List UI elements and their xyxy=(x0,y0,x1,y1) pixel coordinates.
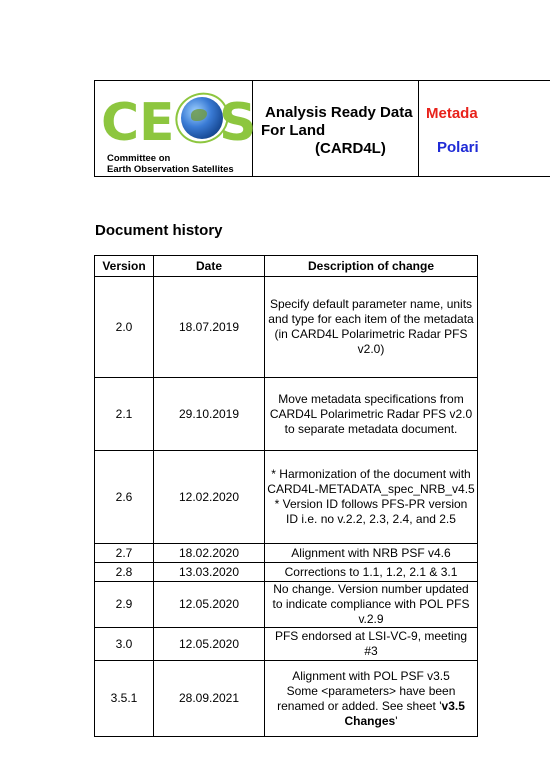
header-title xyxy=(253,81,419,176)
title-line-3: (CARD4L) xyxy=(315,140,386,157)
logo-caption: Committee on Earth Observation Satellites xyxy=(107,153,234,175)
table-row xyxy=(95,582,478,628)
column-header-version: Version xyxy=(95,256,154,277)
description-cell: Alignment with NRB PSF v4.6 xyxy=(265,544,478,563)
subtitle-red: Metada xyxy=(426,105,478,122)
description-cell: PFS endorsed at LSI-VC-9, meeting #3 xyxy=(265,628,478,661)
version-cell: 3.0 xyxy=(95,628,154,661)
description-cell: No change. Version number updated to indicate compliance with POL PFS v.2.9 xyxy=(265,582,478,628)
ceos-logo xyxy=(95,81,257,176)
document-header xyxy=(94,80,550,177)
version-cell: 2.7 xyxy=(95,544,154,563)
description-cell: * Harmonization of the document with CARD4L-METADATA_spec_NRB_v4.5 * Version ID follows PFS-PR version ID i.e. no v.2.2, 2.3, 2.4, and 2.5 xyxy=(265,451,478,544)
table-row xyxy=(95,563,478,582)
title-line-1: Analysis Ready Data xyxy=(265,104,413,121)
section-title: Document history xyxy=(95,222,223,239)
column-header-description: Description of change xyxy=(265,256,478,277)
header-subtitle xyxy=(419,81,550,176)
table-row xyxy=(95,451,478,544)
description-cell: Alignment with POL PSF v3.5 Some <parameters> have been renamed or added. See sheet 'v3.5 Changes' xyxy=(265,661,478,737)
subtitle-blue: Polari xyxy=(437,139,479,156)
date-cell: 29.10.2019 xyxy=(154,378,265,451)
table-header-row xyxy=(95,256,478,277)
version-cell: 2.1 xyxy=(95,378,154,451)
description-cell: Corrections to 1.1, 1.2, 2.1 & 3.1 xyxy=(265,563,478,582)
document-history-table xyxy=(94,255,478,737)
version-cell: 3.5.1 xyxy=(95,661,154,737)
date-cell: 13.03.2020 xyxy=(154,563,265,582)
table-row xyxy=(95,277,478,378)
date-cell: 12.02.2020 xyxy=(154,451,265,544)
version-cell: 2.6 xyxy=(95,451,154,544)
date-cell: 12.05.2020 xyxy=(154,628,265,661)
date-cell: 28.09.2021 xyxy=(154,661,265,737)
ceos-logo-wordmark: C E S xyxy=(101,93,251,153)
version-cell: 2.0 xyxy=(95,277,154,378)
title-line-2: For Land xyxy=(261,122,326,139)
description-cell: Specify default parameter name, units and type for each item of the metadata (in CARD4L Polarimetric Radar PFS v2.0) xyxy=(265,277,478,378)
column-header-date: Date xyxy=(154,256,265,277)
description-cell: Move metadata specifications from CARD4L Polarimetric Radar PFS v2.0 to separate metadata document. xyxy=(265,378,478,451)
table-row xyxy=(95,628,478,661)
version-cell: 2.8 xyxy=(95,563,154,582)
table-row xyxy=(95,661,478,737)
date-cell: 18.07.2019 xyxy=(154,277,265,378)
version-cell: 2.9 xyxy=(95,582,154,628)
table-row xyxy=(95,378,478,451)
sheet-name: v3.5 Changes xyxy=(344,698,465,728)
date-cell: 18.02.2020 xyxy=(154,544,265,563)
date-cell: 12.05.2020 xyxy=(154,582,265,628)
table-row xyxy=(95,544,478,563)
